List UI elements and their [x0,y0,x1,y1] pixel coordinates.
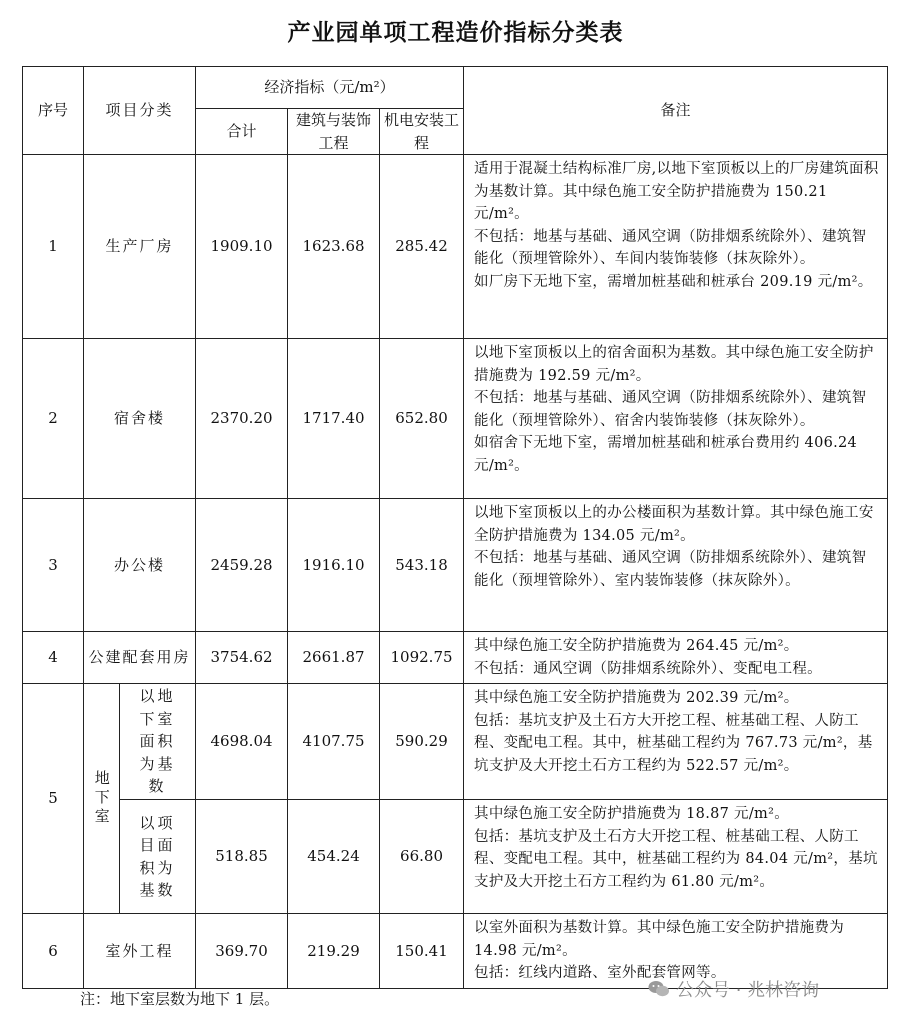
wechat-icon [648,980,670,998]
row-category: 生产厂房 [84,155,196,339]
row-subcategory: 以项目面积为基数 [120,800,196,914]
row-total: 3754.62 [196,632,288,684]
header-seq: 序号 [23,67,84,155]
remark-line: 以地下室顶板以上的宿舍面积为基数。其中绿色施工安全防护措施费为 192.59 元/m²。 [474,345,874,384]
row-mep: 652.80 [380,339,464,499]
watermark [648,976,819,1002]
remark-line: 不包括：地基与基础、通风空调（防排烟系统除外）、建筑智能化（预埋管除外）、宿舍内装饰装修（抹灰除外）。 [474,390,867,429]
row-mep: 543.18 [380,499,464,632]
table-row [23,632,888,684]
watermark-text: 公众号 · 兆林咨询 [676,980,820,1001]
row-seq: 1 [23,155,84,339]
remark-line: 其中绿色施工安全防护措施费为 18.87 元/m²。 [474,806,790,822]
header-category: 项目分类 [84,67,196,155]
remark-line: 适用于混凝土结构标准厂房,以地下室顶板以上的厂房建筑面积为基数计算。其中绿色施工安全防护措施费为 150.21 元/m²。 [474,161,879,222]
row-seq: 5 [23,684,84,914]
row-remark [464,339,888,499]
remark-line: 包括：基坑支护及土石方大开挖工程、桩基础工程、人防工程、变配电工程。其中，桩基础工程约为 767.73 元/m²，基坑支护及大开挖土石方工程约为 522.57 元/m²。 [474,712,873,774]
row-seq: 4 [23,632,84,684]
header-total: 合计 [196,109,288,155]
row-seq: 2 [23,339,84,499]
row-remark [464,684,888,800]
remark-line: 以地下室顶板以上的办公楼面积为基数计算。其中绿色施工安全防护措施费为 134.05 元/m²。 [474,505,874,544]
footnote: 注：地下室层数为地下 1 层。 [80,990,280,1008]
table-row [23,684,888,800]
row-category: 室外工程 [84,914,196,989]
header-remark: 备注 [464,67,888,155]
row-mep: 66.80 [380,800,464,914]
header-mep: 机电安装工程 [380,109,464,155]
row-remark [464,499,888,632]
row-building: 1623.68 [288,155,380,339]
row-building: 2661.87 [288,632,380,684]
row-total: 518.85 [196,800,288,914]
row-mep: 150.41 [380,914,464,989]
table-row [23,499,888,632]
remark-line: 如宿舍下无地下室，需增加桩基础和桩承台费用约 406.24 元/m²。 [474,435,858,474]
remark-line: 不包括：地基与基础、通风空调（防排烟系统除外）、建筑智能化（预埋管除外）、车间内装饰装修（抹灰除外）。 [474,228,867,267]
row-building: 219.29 [288,914,380,989]
row-total: 4698.04 [196,684,288,800]
row-total: 1909.10 [196,155,288,339]
basement-label: 地下室 [92,770,111,827]
remark-line: 其中绿色施工安全防护措施费为 202.39 元/m²。 [474,690,799,706]
remark-line: 不包括：地基与基础、通风空调（防排烟系统除外）、建筑智能化（预埋管除外）、室内装饰装修（抹灰除外）。 [474,550,867,589]
remark-line: 包括：基坑支护及土石方大开挖工程、桩基础工程、人防工程、变配电工程。其中，桩基础工程约为 84.04 元/m²，基坑支护及大开挖土石方工程约为 61.80 元/m²。 [474,828,878,890]
remark-line: 如厂房下无地下室，需增加桩基础和桩承台 209.19 元/m²。 [474,273,873,290]
row-total: 2370.20 [196,339,288,499]
row-category-basement [84,684,120,914]
row-seq: 6 [23,914,84,989]
remark-line: 其中绿色施工安全防护措施费为 264.45 元/m²。 [474,638,799,654]
row-building: 1717.40 [288,339,380,499]
row-building: 1916.10 [288,499,380,632]
row-building: 4107.75 [288,684,380,800]
header-building-decoration: 建筑与装饰工程 [288,109,380,155]
row-category: 公建配套用房 [84,632,196,684]
remark-line: 包括：红线内道路、室外配套管网等。 [474,965,726,981]
cost-index-table [22,66,888,989]
row-building: 454.24 [288,800,380,914]
row-mep: 1092.75 [380,632,464,684]
row-mep: 285.42 [380,155,464,339]
table-row [23,339,888,499]
page-title: 产业园单项工程造价指标分类表 [287,20,624,46]
table-row [23,800,888,914]
row-total: 369.70 [196,914,288,989]
row-remark [464,632,888,684]
row-category: 办公楼 [84,499,196,632]
row-category: 宿舍楼 [84,339,196,499]
table-row [23,155,888,339]
row-subcategory: 以地下室面积为基数 [120,684,196,800]
remark-line: 以室外面积为基数计算。其中绿色施工安全防护措施费为 14.98 元/m²。 [474,920,845,959]
row-total: 2459.28 [196,499,288,632]
row-mep: 590.29 [380,684,464,800]
row-remark [464,155,888,339]
remark-line: 不包括：通风空调（防排烟系统除外）、变配电工程。 [474,660,822,677]
row-remark [464,800,888,914]
row-seq: 3 [23,499,84,632]
header-indicator-group: 经济指标（元/m²） [196,67,464,109]
